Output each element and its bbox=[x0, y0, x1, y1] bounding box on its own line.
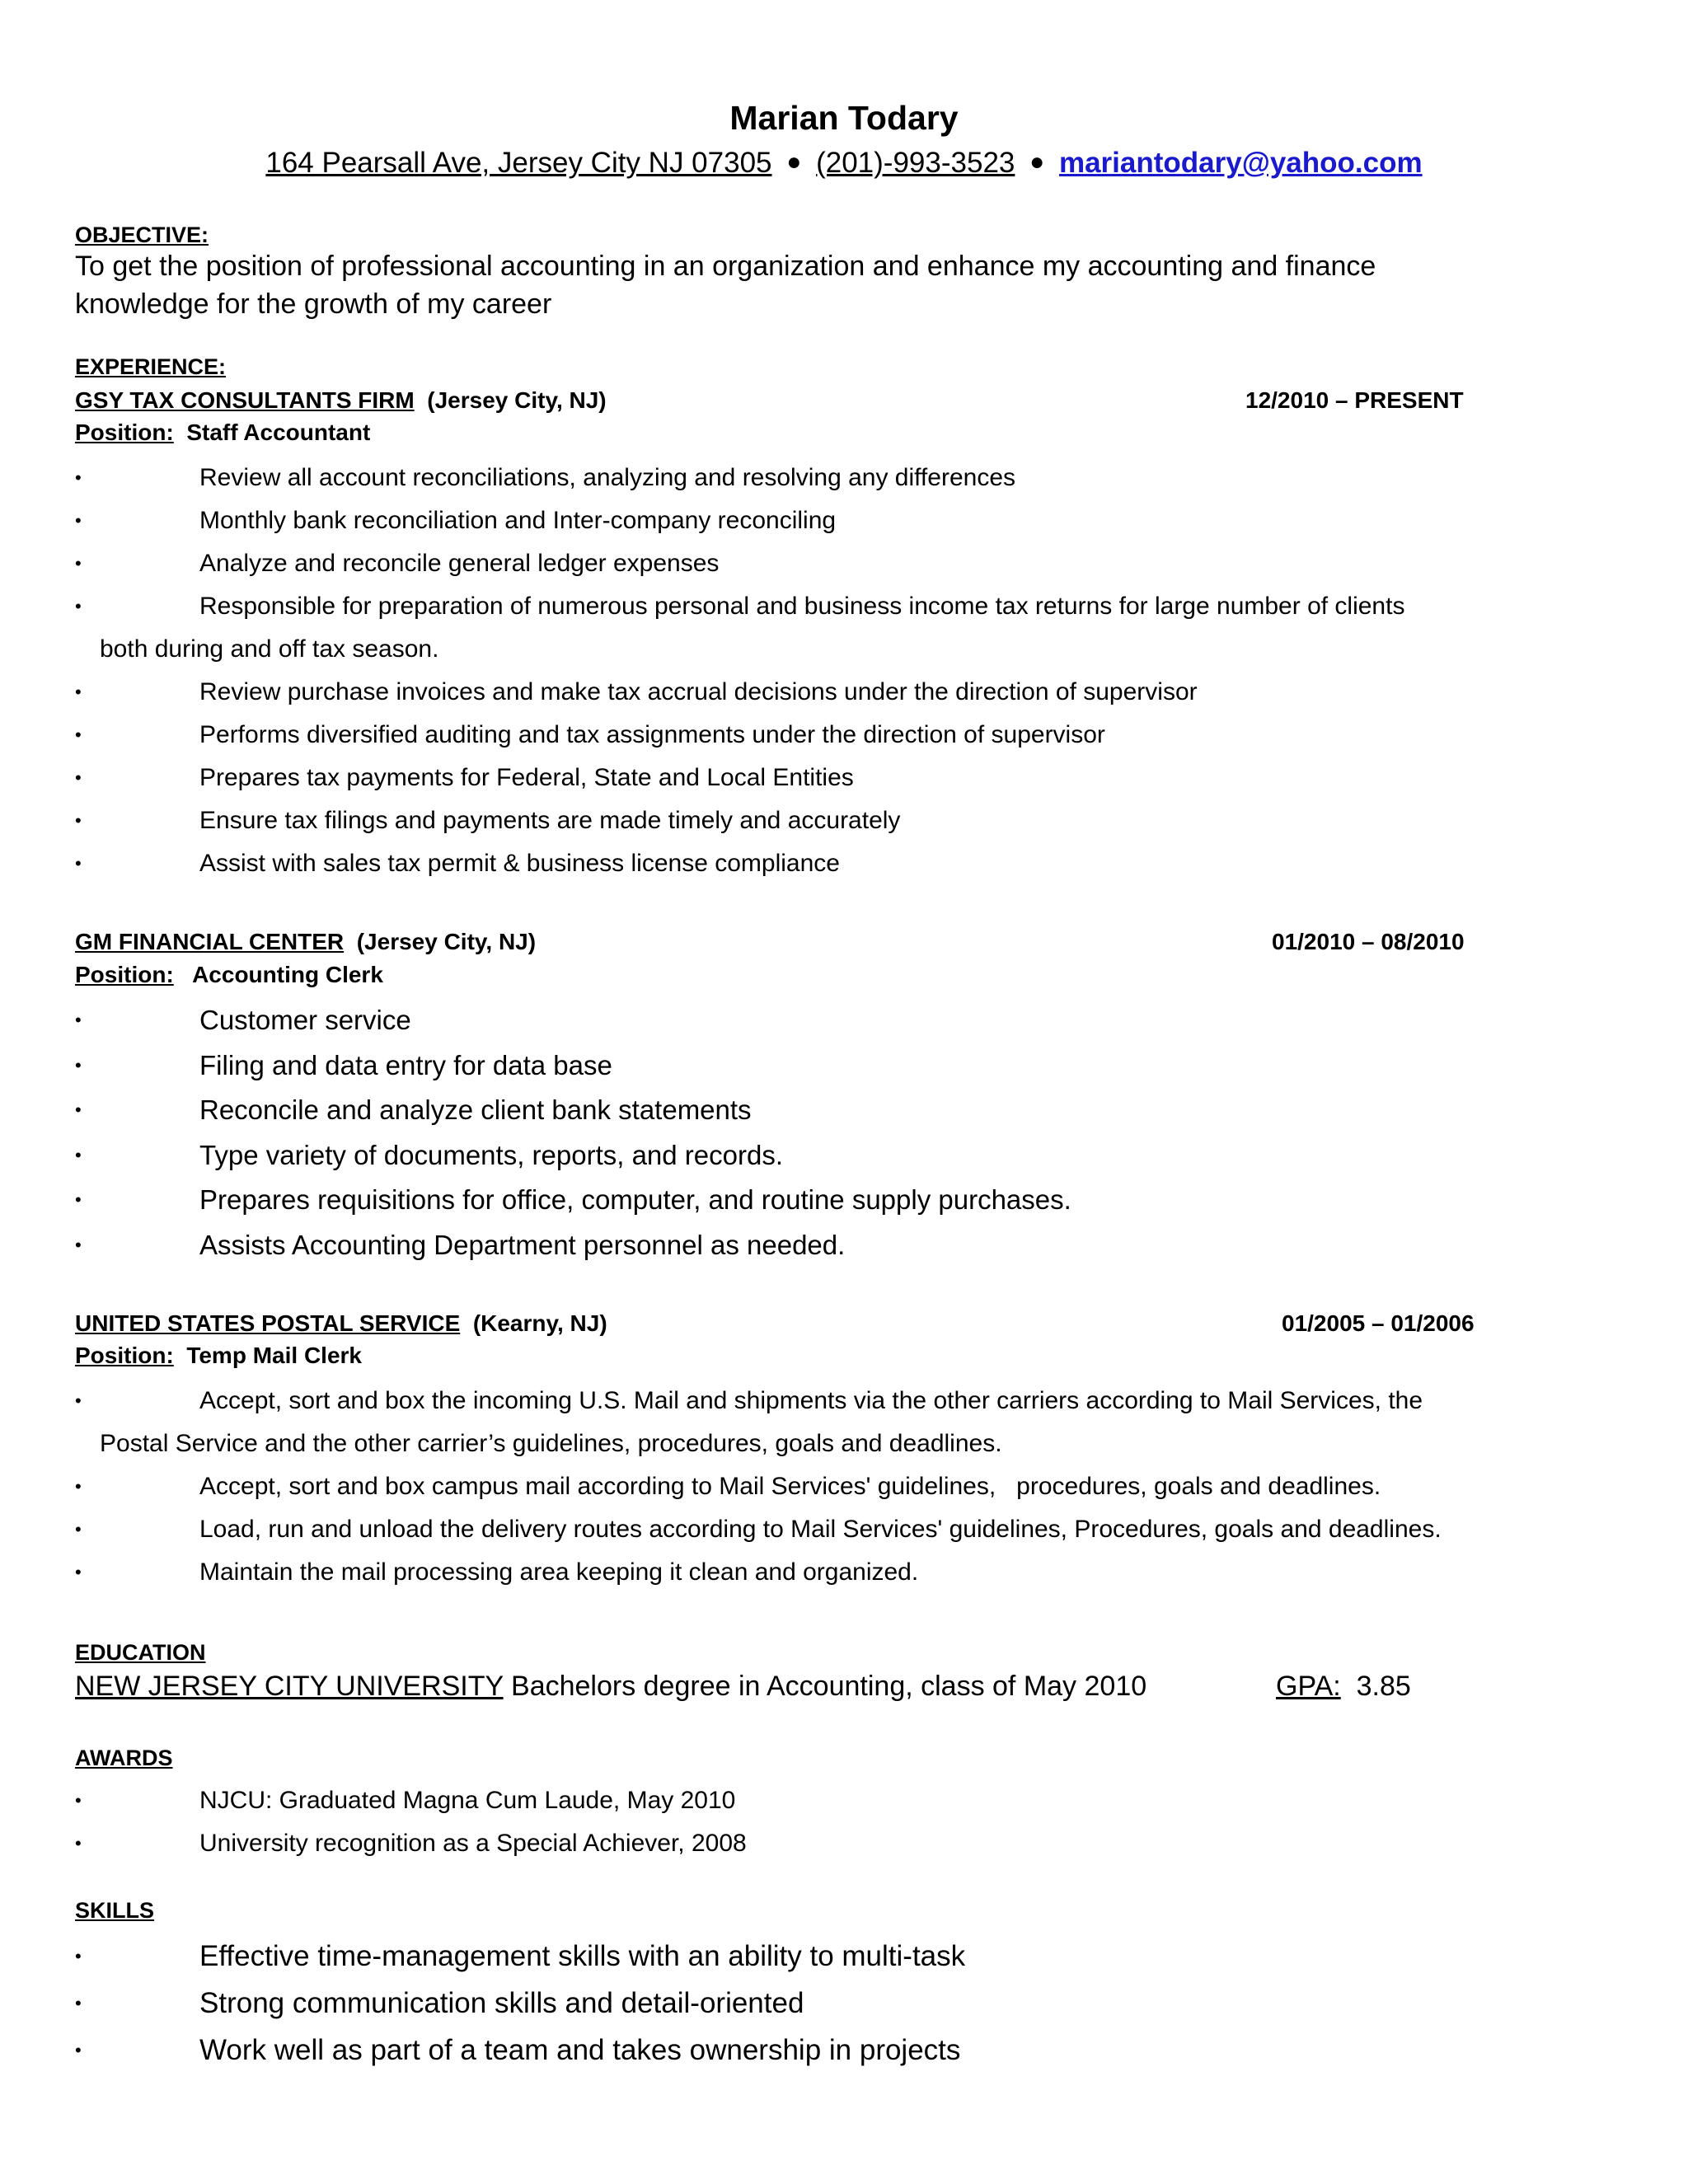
skills-heading: SKILLS bbox=[75, 1898, 155, 1923]
list-item bbox=[75, 1133, 1493, 1179]
bullet-text: Analyze and reconcile general ledger expenses bbox=[199, 550, 720, 577]
bullet-text: Monthly bank reconciliation and Inter-company reconciling bbox=[199, 507, 837, 534]
bullet-icon: • bbox=[75, 767, 82, 788]
list-item bbox=[75, 542, 1493, 585]
award-text: University recognition as a Special Achiever, 2008 bbox=[199, 1830, 747, 1857]
job-bullets bbox=[75, 1380, 1493, 1594]
list-item bbox=[75, 799, 1493, 842]
separator-dot-icon: ● bbox=[786, 148, 802, 176]
bullet-text: Assists Accounting Department personnel as needed. bbox=[199, 1229, 846, 1260]
awards-heading: AWARDS bbox=[75, 1746, 173, 1770]
bullet-icon: • bbox=[75, 1833, 82, 1854]
contact-line bbox=[0, 147, 1688, 180]
list-item bbox=[75, 998, 1493, 1043]
bullet-icon: • bbox=[75, 1010, 82, 1030]
list-item bbox=[75, 1822, 1493, 1865]
bullet-text: Performs diversified auditing and tax assignments under the direction of supervisor bbox=[199, 721, 1105, 748]
bullet-icon: • bbox=[75, 1519, 82, 1540]
job-bullets bbox=[75, 998, 1493, 1268]
list-item bbox=[75, 1380, 1493, 1465]
bullet-text: Prepares tax payments for Federal, State and Local Entities bbox=[199, 764, 854, 791]
list-item bbox=[75, 1779, 1493, 1822]
gpa-label: GPA: bbox=[1276, 1671, 1341, 1702]
company-name: GSY TAX CONSULTANTS FIRM bbox=[75, 387, 415, 413]
bullet-icon: • bbox=[75, 553, 82, 574]
job-dates: 12/2010 – PRESENT bbox=[1245, 387, 1464, 413]
list-item bbox=[75, 842, 1493, 885]
bullet-icon: • bbox=[75, 1189, 82, 1210]
position-label: Position: bbox=[75, 962, 174, 987]
bullet-icon: • bbox=[75, 1390, 82, 1411]
list-item bbox=[75, 1551, 1493, 1594]
list-item bbox=[75, 757, 1493, 799]
email-link[interactable]: mariantodary@yahoo.com bbox=[1058, 147, 1423, 179]
bullet-text: Customer service bbox=[199, 1005, 411, 1035]
job-dates: 01/2010 – 08/2010 bbox=[1272, 929, 1465, 954]
objective-text: To get the position of professional accounting in an organization and enhance my accounting and finance knowledge for the growth of my career bbox=[75, 251, 1376, 320]
position-title: Temp Mail Clerk bbox=[186, 1343, 362, 1368]
job-title-gsy bbox=[75, 387, 607, 414]
job-dates: 01/2005 – 01/2006 bbox=[1282, 1310, 1475, 1336]
education-line bbox=[75, 1671, 1146, 1703]
bullet-text: Reconcile and analyze client bank statements bbox=[199, 1094, 752, 1125]
bullet-text: Load, run and unload the delivery routes according to Mail Services' guidelines, Procedures, goals and deadlines. bbox=[199, 1516, 1442, 1543]
position-line bbox=[75, 419, 370, 446]
gpa bbox=[1276, 1671, 1411, 1703]
list-item bbox=[75, 714, 1493, 757]
position-title: Staff Accountant bbox=[186, 419, 371, 445]
list-item bbox=[75, 1508, 1493, 1551]
bullet-icon: • bbox=[75, 1790, 82, 1811]
bullet-icon: • bbox=[75, 1946, 82, 1966]
company-location: (Jersey City, NJ) bbox=[427, 387, 607, 413]
bullet-text: Accept, sort and box the incoming U.S. Mail and shipments via the other carriers according to Mail Services, the bbox=[199, 1387, 1423, 1414]
list-item bbox=[75, 457, 1493, 499]
position-label: Position: bbox=[75, 419, 174, 445]
awards-list bbox=[75, 1779, 1493, 1865]
job-title-gm bbox=[75, 929, 536, 955]
bullet-icon: • bbox=[75, 1993, 82, 2013]
bullet-text: Accept, sort and box campus mail according to Mail Services' guidelines, procedures, goals and deadlines. bbox=[199, 1473, 1381, 1500]
bullet-icon: • bbox=[75, 1144, 82, 1165]
bullet-text: Maintain the mail processing area keeping it clean and organized. bbox=[199, 1558, 919, 1586]
experience-heading: EXPERIENCE: bbox=[75, 354, 227, 379]
list-item bbox=[75, 671, 1493, 714]
bullet-icon: • bbox=[75, 467, 82, 488]
bullet-continuation: both during and off tax season. bbox=[100, 635, 439, 663]
bullet-icon: • bbox=[75, 1054, 82, 1076]
bullet-text: Review purchase invoices and make tax accrual decisions under the direction of supervisor bbox=[199, 678, 1198, 705]
position-title: Accounting Clerk bbox=[192, 962, 383, 987]
bullet-text: Prepares requisitions for office, computer, and routine supply purchases. bbox=[199, 1184, 1071, 1215]
bullet-icon: • bbox=[75, 1562, 82, 1582]
bullet-icon: • bbox=[75, 724, 82, 745]
bullet-icon: • bbox=[75, 596, 82, 616]
objective-heading: OBJECTIVE: bbox=[75, 223, 209, 247]
skills-list bbox=[75, 1933, 1493, 2074]
university-name: NEW JERSEY CITY UNIVERSITY bbox=[75, 1671, 504, 1702]
list-item bbox=[75, 1043, 1493, 1089]
award-text: NJCU: Graduated Magna Cum Laude, May 2010 bbox=[199, 1787, 736, 1814]
company-location: (Jersey City, NJ) bbox=[356, 929, 537, 954]
list-item bbox=[75, 2027, 1493, 2074]
bullet-icon: • bbox=[75, 810, 82, 831]
resume-name: Marian Todary bbox=[729, 99, 959, 137]
company-name: UNITED STATES POSTAL SERVICE bbox=[75, 1310, 461, 1336]
job-title-usps bbox=[75, 1310, 607, 1337]
education-heading: EDUCATION bbox=[75, 1640, 206, 1665]
list-item bbox=[75, 585, 1493, 671]
separator-dot-icon: ● bbox=[1029, 148, 1045, 176]
bullet-icon: • bbox=[75, 1234, 82, 1255]
bullet-icon: • bbox=[75, 1099, 82, 1120]
skill-text: Effective time-management skills with an ability to multi-task bbox=[199, 1940, 966, 1972]
skill-text: Strong communication skills and detail-oriented bbox=[199, 1987, 804, 2019]
job-bullets bbox=[75, 457, 1493, 885]
bullet-continuation: Postal Service and the other carrier’s guidelines, procedures, goals and deadlines. bbox=[100, 1430, 1002, 1457]
bullet-text: Type variety of documents, reports, and records. bbox=[199, 1139, 784, 1170]
list-item bbox=[75, 1178, 1493, 1223]
position-label: Position: bbox=[75, 1343, 174, 1368]
gpa-value: 3.85 bbox=[1356, 1671, 1411, 1702]
phone: (201)-993-3523 bbox=[816, 147, 1015, 179]
skill-text: Work well as part of a team and takes ownership in projects bbox=[199, 2034, 961, 2066]
bullet-icon: • bbox=[75, 853, 82, 874]
bullet-text: Filing and data entry for data base bbox=[199, 1049, 612, 1080]
company-location: (Kearny, NJ) bbox=[472, 1310, 607, 1336]
bullet-icon: • bbox=[75, 510, 82, 531]
list-item bbox=[75, 1465, 1493, 1508]
bullet-text: Review all account reconciliations, analyzing and resolving any differences bbox=[199, 464, 1015, 491]
list-item bbox=[75, 499, 1493, 542]
degree: Bachelors degree in Accounting, class of May 2010 bbox=[511, 1671, 1147, 1702]
company-name: GM FINANCIAL CENTER bbox=[75, 929, 345, 954]
address: 164 Pearsall Ave, Jersey City NJ 07305 bbox=[265, 147, 772, 179]
list-item bbox=[75, 1088, 1493, 1133]
bullet-text: Ensure tax filings and payments are made timely and accurately bbox=[199, 807, 901, 834]
bullet-icon: • bbox=[75, 1476, 82, 1497]
list-item bbox=[75, 1933, 1493, 1980]
position-line bbox=[75, 1343, 362, 1369]
bullet-icon: • bbox=[75, 2040, 82, 2060]
list-item bbox=[75, 1980, 1493, 2027]
bullet-icon: • bbox=[75, 682, 82, 702]
bullet-text: Assist with sales tax permit & business license compliance bbox=[199, 850, 840, 877]
bullet-text: Responsible for preparation of numerous personal and business income tax returns for large number of clients bbox=[199, 593, 1405, 620]
list-item bbox=[75, 1223, 1493, 1268]
position-line bbox=[75, 962, 383, 988]
